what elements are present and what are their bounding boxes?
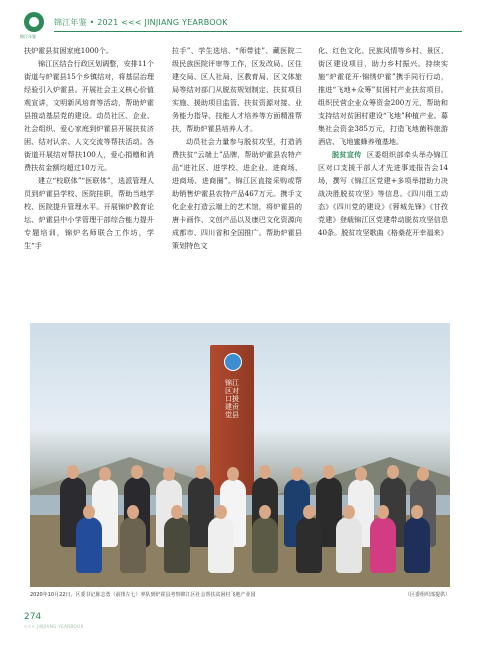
text-column-1 bbox=[24, 44, 154, 252]
person-head bbox=[83, 505, 95, 519]
logo-text: 锦江年鉴 bbox=[20, 34, 36, 39]
person-head bbox=[195, 465, 207, 479]
paragraph: 动员社会力量参与脱贫攻坚，打造消费扶贫“云端上”品牌，帮助炉霍县农特产品“进社区、进学校、进企业、进商场、进商场、进商圈”。锦江区直接采购或帮助销售炉霍县农特产品467万元。携手文化企业打造云端上的艺术馆，将炉霍县的唐卡画作、文创产品以及康巴文化资源向成都市、四川省和全国推广。帮助炉霍县策划特色文 bbox=[172, 137, 302, 250]
footer-mark: <<< JINJIANG YEARBOOK bbox=[24, 624, 84, 629]
person bbox=[404, 517, 430, 573]
person bbox=[370, 517, 396, 573]
person-head bbox=[411, 505, 423, 519]
paragraph: 建立“校联体”“医联体”，选派管理人员到炉霍县学校、医院挂职，帮助当地学校、医院提升管理水平。开展锦炉教育论坛、炉霍县中小学管理干部综合能力提升专题培训，锦炉名师联合工作坊，学生“手 bbox=[24, 176, 154, 250]
paragraph: 化、红色文化、民族风情等乡村、景区、街区建设项目，助力乡村振兴。持续实施“炉霍花开·锦绣炉霍”携手同行行动，推进“飞地+众筹”贫困村产业扶贫项目。组织民营企业众筹资金200万元，帮助和支持结对贫困村建设“飞地”种植产业。募集社会资金385万元，打造飞地菌科旅游酒店、飞地蜜蜂养殖基地。 bbox=[318, 46, 448, 146]
paragraph-text: 区委组织部牵头举办锦江区对口支援干部人才先进事迹报告会14场，撰写《锦江区党建+多项举措助力决战决胜脱贫攻坚》等信息。《四川组工动态》《四川党的建设》《蓉城先锋》《甘孜党建》登载锦江区党建带动脱贫攻坚信息40条。脱贫攻坚歌曲《格桑花开幸福来》 bbox=[318, 150, 449, 237]
person bbox=[252, 517, 278, 573]
yearbook-logo-icon bbox=[22, 12, 46, 42]
person-head bbox=[215, 505, 227, 519]
person bbox=[208, 517, 234, 573]
person bbox=[296, 517, 322, 573]
paragraph bbox=[318, 148, 448, 239]
person-head bbox=[343, 505, 355, 519]
page-number: 274 bbox=[24, 612, 42, 622]
person-head bbox=[99, 467, 111, 481]
section-lead-heading: 脱贫宣传 bbox=[332, 150, 362, 159]
person-head bbox=[387, 465, 399, 479]
person-head bbox=[259, 465, 271, 479]
person-head bbox=[67, 465, 79, 479]
person-head bbox=[163, 467, 175, 481]
person-head bbox=[323, 465, 335, 479]
person-head bbox=[303, 505, 315, 519]
paragraph: 扶炉霍县贫困家庭1000个。 bbox=[24, 46, 113, 55]
header-rule bbox=[54, 31, 462, 32]
person-head bbox=[131, 465, 143, 479]
photo-credit: （区委组织部提供） bbox=[404, 592, 450, 598]
header-title: 锦江年鉴 • 2021 <<< JINJIANG YEARBOOK bbox=[54, 18, 228, 27]
group-photo bbox=[30, 323, 450, 587]
person bbox=[76, 517, 102, 573]
person-head bbox=[127, 505, 139, 519]
paragraph: 锦江区结合行政区划调整，安排11个街道与炉霍县15个乡镇结对，将基层治理经验引入炉霍县。开展社会主义核心价值观宣讲，文明新风培育等活动，帮助炉霍县推动基层党的建设。动员社区、企业、社会组织、爱心家庭到炉霍县开展扶贫济困、结对认亲、人文交流等帮扶活动。各街道开展结对帮扶100人，爱心捐赠和消费扶贫金额均超过10万元。 bbox=[24, 59, 154, 172]
people-group bbox=[40, 457, 440, 577]
monument-logo-icon bbox=[224, 353, 242, 371]
person-head bbox=[377, 505, 389, 519]
person-head bbox=[355, 467, 367, 481]
text-column-2 bbox=[172, 44, 302, 252]
person-head bbox=[291, 467, 303, 481]
person-head bbox=[171, 505, 183, 519]
person bbox=[336, 517, 362, 573]
paragraph: 拉手”、学生选培、“师带徒”、藏医院二级民族医院评审等工作，区发改局、区住建交局、区人社局、区教育局、区文体旅局等结对部门从脱贫规划制定、扶贫项目实施、援助项目监管、扶贫资源对接、业务能力指导、技能人才培养等方面精准帮扶，帮助炉霍县培养人才。 bbox=[172, 46, 302, 133]
person-head bbox=[227, 467, 239, 481]
person-head bbox=[259, 505, 271, 519]
person-head bbox=[417, 467, 429, 481]
text-column-3 bbox=[318, 44, 448, 239]
photo-caption: 2020年10月22日，区委书记陈志勇（前排左七）率队到炉霍县考察锦江区社会帮扶贫困村飞地产业园 bbox=[30, 592, 256, 598]
monument-text: 锦江区对口援建贡觉县 bbox=[225, 379, 239, 419]
person bbox=[120, 517, 146, 573]
person bbox=[164, 517, 190, 573]
